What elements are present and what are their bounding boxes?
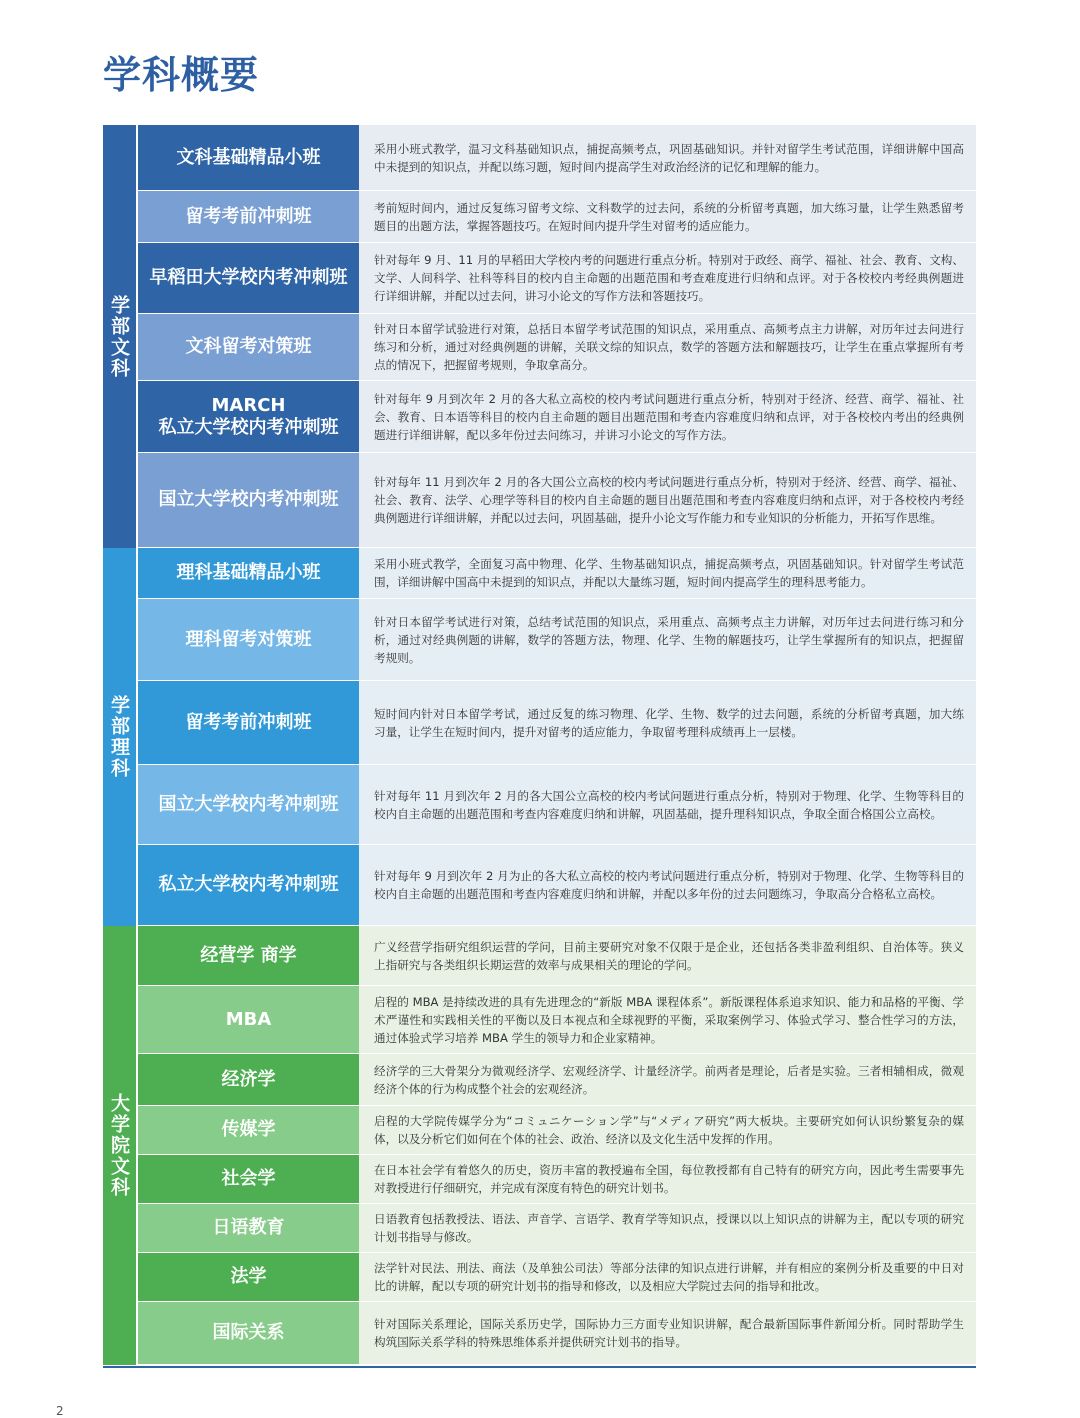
course-name: MBA [138, 986, 359, 1053]
course-name: 传媒学 [138, 1106, 359, 1154]
course-description: 针对每年 9 月、11 月的早稻田大学校内考的问题进行重点分析。特别对于政经、商学、福祉、社会、教育、文构、文学、人间科学、社科等科目的校内自主命题的出题范围和考查难度进行归纳和点评。对于各校校内考经典例题进行详细讲解，并配以过去问，讲习小论文的写作方法和答题技巧。 [359, 243, 976, 313]
course-description: 针对每年 11 月到次年 2 月的各大国公立高校的校内考试问题进行重点分析，特别对于经济、经营、商学、福祉、社会、教育、法学、心理学等科目的校内自主命题的题目出题范围和考查内容难度归纳和点评，对于各校校内考经典例题进行详细讲解，并配以过去问，巩固基础，提升小论文写作能力和专业知识的分析能力，开拓写作思维。 [359, 453, 976, 547]
course-row [136, 986, 976, 1054]
course-row [136, 599, 976, 681]
course-description: 广义经营学指研究组织运营的学问，目前主要研究对象不仅限于是企业，还包括各类非盈利组织、自治体等。狭义上指研究与各类组织长期运营的效率与成果相关的理论的学问。 [359, 926, 976, 985]
section-undergrad-arts [103, 125, 976, 548]
course-description: 采用小班式教学，温习文科基础知识点，捕捉高频考点，巩固基础知识。并针对留学生考试范围，详细讲解中国高中未提到的知识点，并配以练习题，短时间内提高学生对政治经济的记忆和理解的能力。 [359, 125, 976, 190]
page-title: 学科概要 [103, 53, 260, 97]
course-row [136, 1302, 976, 1365]
course-row [136, 1106, 976, 1155]
course-row [136, 1054, 976, 1106]
category-label [103, 548, 136, 926]
course-row [136, 1204, 976, 1253]
course-row [136, 1155, 976, 1204]
course-row [136, 1253, 976, 1302]
course-description: 针对每年 11 月到次年 2 月的各大国公立高校的校内考试问题进行重点分析，特别对于物理、化学、生物等科目的校内自主命题的出题范围和考查内容难度归纳和讲解，巩固基础，提升理科知识点，争取全面合格国公立高校。 [359, 765, 976, 844]
course-description: 考前短时间内，通过反复练习留考文综、文科数学的过去问，系统的分析留考真题，加大练习量，让学生熟悉留考题目的出题方法，掌握答题技巧。在短时间内提升学生对留考的适应能力。 [359, 191, 976, 242]
course-row [136, 125, 976, 191]
course-row [136, 681, 976, 765]
course-name: 经济学 [138, 1054, 359, 1105]
category-label [103, 926, 136, 1365]
course-description: 启程的 MBA 是持续改进的具有先进理念的“新版 MBA 课程体系”。新版课程体系追求知识、能力和品格的平衡、学术严谨性和实践相关性的平衡以及日本视点和全球视野的平衡，采取案例学习、体验式学习、整合性学习的方法，通过体验式学习培养 MBA 学生的领导力和企业家精神。 [359, 986, 976, 1053]
course-description: 短时间内针对日本留学考试，通过反复的练习物理、化学、生物、数学的过去问题，系统的分析留考真题，加大练习量，让学生在短时间内，提升对留考的适应能力，争取留考理科成绩再上一层楼。 [359, 681, 976, 764]
course-row [136, 314, 976, 381]
course-description: 针对日本留学考试进行对策，总结考试范围的知识点，采用重点、高频考点主力讲解，对历年过去问进行练习和分析，通过对经典例题的讲解，数学的答题方法，物理、化学、生物的解题技巧，让学生掌握所有的知识点，把握留考规则。 [359, 599, 976, 680]
category-text: 学部文科 [108, 294, 130, 379]
course-name: 国际关系 [138, 1302, 359, 1364]
course-description: 针对每年 9 月到次年 2 月的各大私立高校的校内考试问题进行重点分析，特别对于经济、经营、商学、福祉、社会、教育、日本语等科目的校内自主命题的题目出题范围和考查内容难度归纳和点评，对于各校校内考出的经典例题进行详细讲解，配以多年份过去问练习，并讲习小论文的写作方法。 [359, 381, 976, 452]
course-name: 理科基础精品小班 [138, 548, 359, 598]
course-description: 在日本社会学有着悠久的历史，资历丰富的教授遍布全国，每位教授都有自己特有的研究方向，因此考生需要事先对教授进行仔细研究，并完成有深度有特色的研究计划书。 [359, 1155, 976, 1203]
course-description: 针对国际关系理论，国际关系历史学，国际协力三方面专业知识讲解，配合最新国际事件新闻分析。同时帮助学生构筑国际关系学科的特殊思维体系并提供研究计划书的指导。 [359, 1302, 976, 1364]
course-row [136, 765, 976, 845]
bottom-rule [103, 1366, 976, 1368]
course-name: 文科基础精品小班 [138, 125, 359, 190]
course-name: 国立大学校内考冲刺班 [138, 765, 359, 844]
course-name: 理科留考对策班 [138, 599, 359, 680]
course-description: 法学针对民法、刑法、商法（及单独公司法）等部分法律的知识点进行讲解，并有相应的案例分析及重要的中日对比的讲解，配以专项的研究计划书的指导和修改，以及相应大学院过去问的指导和批改。 [359, 1253, 976, 1301]
course-name: 留考考前冲刺班 [138, 681, 359, 764]
course-name: 法学 [138, 1253, 359, 1301]
course-row [136, 381, 976, 453]
category-text: 大学院文科 [108, 1093, 130, 1198]
course-description: 采用小班式教学，全面复习高中物理、化学、生物基础知识点，捕捉高频考点，巩固基础知识。针对留学生考试范围，详细讲解中国高中未提到的知识点，并配以大量练习题，短时间内提高学生的理科思考能力。 [359, 548, 976, 598]
course-row [136, 548, 976, 599]
course-name: 文科留考对策班 [138, 314, 359, 380]
course-row [136, 845, 976, 926]
page-number: 2 [56, 1404, 64, 1418]
course-row [136, 243, 976, 314]
course-name: 经营学 商学 [138, 926, 359, 985]
course-name: 国立大学校内考冲刺班 [138, 453, 359, 547]
subject-table [103, 125, 976, 1365]
course-description: 启程的大学院传媒学分为“コミュニケーション学”与“メディア研究”两大板块。主要研究如何认识纷繁复杂的媒体，以及分析它们如何在个体的社会、政治、经济以及文化生活中发挥的作用。 [359, 1106, 976, 1154]
course-description: 针对日本留学试验进行对策，总括日本留学考试范围的知识点，采用重点、高频考点主力讲解，对历年过去问进行练习和分析，通过对经典例题的讲解，关联文综的知识点，数学的答题方法和解题技巧，让学生在重点掌握所有考点的情况下，把握留考规则，争取拿高分。 [359, 314, 976, 380]
course-row [136, 453, 976, 548]
course-name: 留考考前冲刺班 [138, 191, 359, 242]
course-row [136, 926, 976, 986]
course-name: 早稻田大学校内考冲刺班 [138, 243, 359, 313]
course-description: 经济学的三大骨架分为微观经济学、宏观经济学、计量经济学。前两者是理论，后者是实验。三者相辅相成，微观经济个体的行为构成整个社会的宏观经济。 [359, 1054, 976, 1105]
course-description: 日语教育包括教授法、语法、声音学、言语学、教育学等知识点，授课以以上知识点的讲解为主，配以专项的研究计划书指导与修改。 [359, 1204, 976, 1252]
category-text: 学部理科 [108, 695, 130, 779]
course-name: 私立大学校内考冲刺班 [138, 845, 359, 925]
section-grad-arts [103, 926, 976, 1365]
section-undergrad-science [103, 548, 976, 926]
course-description: 针对每年 9 月到次年 2 月为止的各大私立高校的校内考试问题进行重点分析，特别对于物理、化学、生物等科目的校内自主命题的出题范围和考查内容难度归纳和讲解，并配以多年份的过去问题练习，争取高分合格私立高校。 [359, 845, 976, 925]
course-name: 日语教育 [138, 1204, 359, 1252]
category-label [103, 125, 136, 548]
course-row [136, 191, 976, 243]
course-name: MARCH 私立大学校内考冲刺班 [138, 381, 359, 452]
course-name: 社会学 [138, 1155, 359, 1203]
